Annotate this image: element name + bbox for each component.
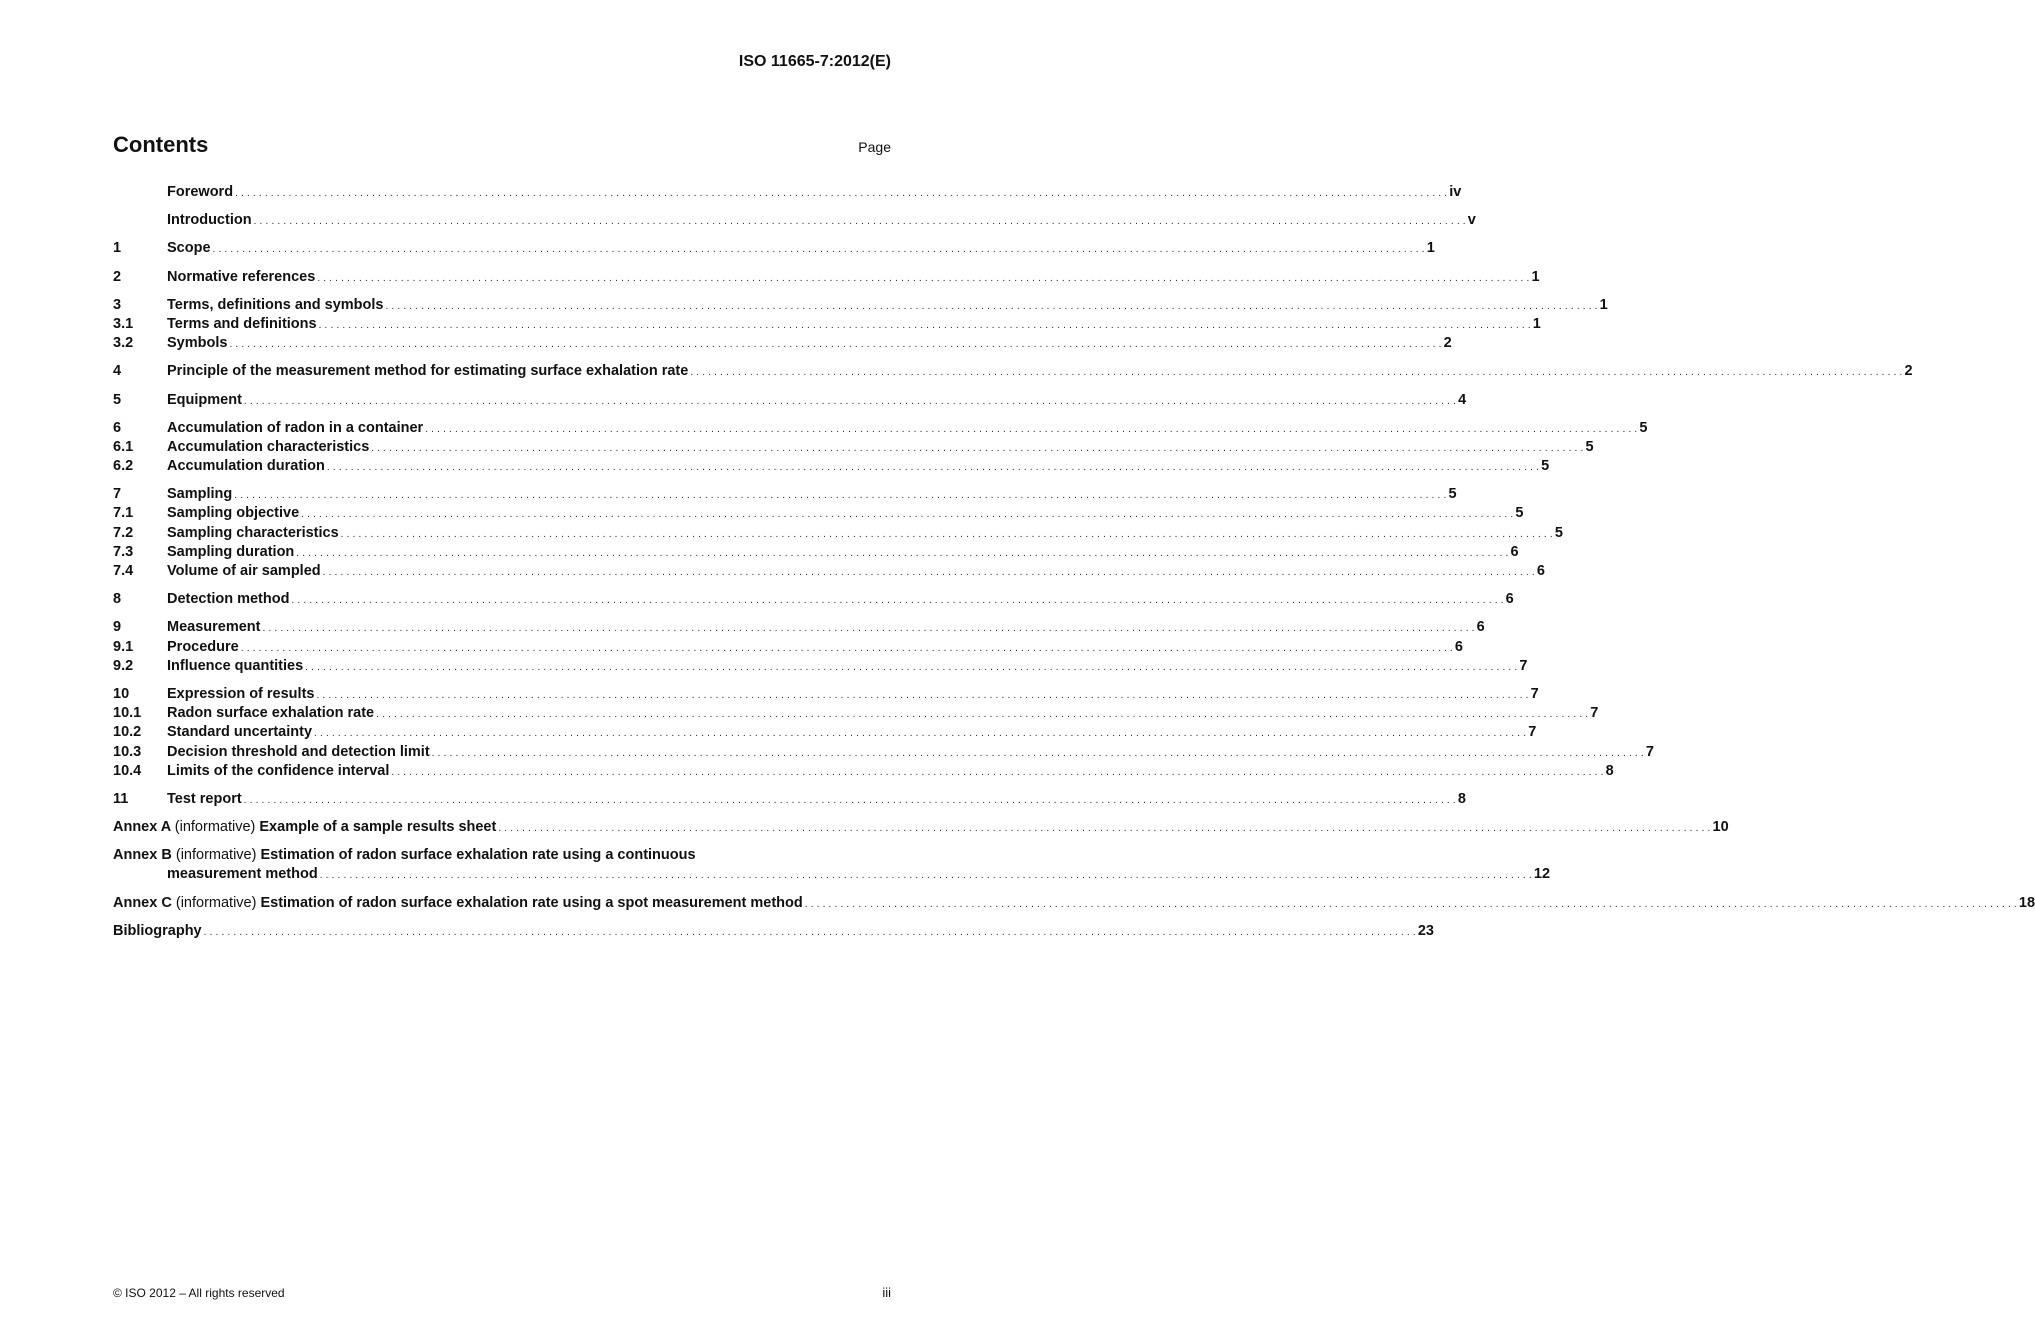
toc-entry[interactable] bbox=[113, 211, 1476, 230]
dot-leader bbox=[254, 212, 1466, 231]
toc-entry[interactable] bbox=[113, 762, 1614, 781]
dot-leader bbox=[385, 297, 1597, 316]
toc-group bbox=[113, 268, 1540, 287]
toc-entry[interactable] bbox=[113, 485, 1457, 504]
page-number: iii bbox=[882, 1285, 891, 1300]
toc-entry-title: Detection method bbox=[167, 591, 290, 608]
toc-entry-number: 11 bbox=[113, 790, 129, 807]
toc-entry-page: 5 bbox=[1515, 505, 1524, 522]
dot-leader bbox=[296, 544, 1508, 563]
toc-entry-number: 7.2 bbox=[113, 524, 134, 541]
dot-leader bbox=[234, 486, 1446, 505]
toc-entry-title: Accumulation characteristics bbox=[167, 438, 370, 455]
toc-entry-page: 7 bbox=[1528, 724, 1537, 741]
toc-entry-title: Expression of results bbox=[167, 685, 315, 702]
dot-leader bbox=[241, 639, 1453, 658]
annex-page: 12 bbox=[1533, 866, 1551, 883]
dot-leader bbox=[244, 392, 1456, 411]
toc-entry-page: 6 bbox=[1505, 591, 1514, 608]
annex-type: (informative) bbox=[175, 847, 257, 864]
dot-leader bbox=[204, 923, 1416, 942]
toc-entry-number: 7.4 bbox=[113, 563, 134, 579]
annex-entry[interactable] bbox=[113, 818, 1729, 837]
toc-entry-number: 4 bbox=[113, 363, 122, 380]
bibliography-entry[interactable] bbox=[113, 922, 1434, 941]
toc-entry-number: 6.2 bbox=[113, 458, 134, 475]
toc-entry-title: Equipment bbox=[167, 391, 242, 408]
page-column-label: Page bbox=[858, 139, 891, 155]
dot-leader bbox=[498, 819, 1710, 838]
toc-entry-title: Sampling objective bbox=[167, 505, 300, 522]
toc-entry-title: Terms, definitions and symbols bbox=[167, 296, 384, 313]
annex-first-line bbox=[113, 846, 891, 865]
toc-group bbox=[113, 183, 1462, 202]
toc-group bbox=[113, 790, 1466, 809]
dot-leader bbox=[327, 458, 1539, 477]
annex-line bbox=[113, 818, 1729, 837]
toc-entry[interactable] bbox=[113, 419, 1648, 438]
toc-entry[interactable] bbox=[113, 391, 1467, 410]
toc-entry-number: 7.3 bbox=[113, 543, 134, 560]
toc-entry-number: 5 bbox=[113, 391, 122, 408]
toc-entry-page: 7 bbox=[1530, 685, 1539, 702]
dot-leader bbox=[376, 705, 1588, 724]
toc-entry-title: Volume of air sampled bbox=[167, 563, 321, 579]
toc-entry-number: 10.1 bbox=[113, 705, 142, 722]
toc-entry-number: 9.1 bbox=[113, 638, 134, 655]
toc-entry-number: 7.1 bbox=[113, 505, 134, 522]
annex-heading bbox=[113, 818, 496, 837]
dot-leader bbox=[262, 619, 1474, 638]
dot-leader bbox=[235, 184, 1447, 203]
toc-entry-title: Sampling characteristics bbox=[167, 524, 339, 541]
toc-group bbox=[113, 296, 1608, 354]
toc-entry-page: 7 bbox=[1519, 657, 1528, 674]
toc-group bbox=[113, 239, 1435, 258]
toc-entry[interactable] bbox=[113, 723, 1537, 742]
toc-entry[interactable] bbox=[113, 638, 1463, 657]
dot-leader bbox=[320, 866, 1532, 885]
toc-entry-page: 5 bbox=[1448, 486, 1457, 503]
toc-entry-page: 2 bbox=[1443, 335, 1452, 352]
annex-entry[interactable] bbox=[113, 894, 2035, 913]
annex-title: Example of a sample results sheet bbox=[259, 819, 497, 836]
toc-entry-number: 9 bbox=[113, 619, 122, 636]
dot-leader bbox=[314, 724, 1526, 743]
toc-group bbox=[113, 419, 1648, 477]
toc-entry[interactable] bbox=[113, 543, 1519, 562]
toc-entry-title: Measurement bbox=[167, 619, 261, 636]
toc-group bbox=[113, 391, 1467, 410]
toc-entry-title: Radon surface exhalation rate bbox=[167, 705, 375, 722]
annex-heading bbox=[113, 894, 803, 913]
toc-entry[interactable] bbox=[113, 315, 1541, 334]
annex-line bbox=[113, 894, 2035, 913]
annex-title-continued: measurement method bbox=[167, 866, 318, 883]
dot-leader bbox=[323, 563, 1535, 582]
contents-heading: Contents bbox=[113, 132, 209, 157]
toc-entry-page: 6 bbox=[1454, 638, 1463, 655]
toc-entry-number: 10.2 bbox=[113, 724, 142, 741]
document-id: ISO 11665-7:2012(E) bbox=[738, 53, 891, 70]
toc-entry-page: 1 bbox=[1532, 315, 1541, 332]
toc-group bbox=[113, 590, 1514, 609]
annex-label: Annex A bbox=[113, 819, 171, 836]
toc-entry-title: Normative references bbox=[167, 268, 316, 285]
toc-entry-title: Scope bbox=[167, 240, 211, 257]
annex-second-line bbox=[113, 865, 1551, 884]
toc-group bbox=[113, 485, 1563, 581]
toc-entry[interactable] bbox=[113, 183, 1462, 202]
toc-entry-title: Influence quantities bbox=[167, 657, 304, 674]
dot-leader bbox=[244, 791, 1456, 810]
toc-entry[interactable] bbox=[113, 334, 1452, 353]
annex-page: 10 bbox=[1712, 819, 1729, 836]
annex-page: 18 bbox=[2018, 894, 2035, 911]
toc-entry-title: Terms and definitions bbox=[167, 315, 317, 332]
toc-entry[interactable] bbox=[113, 268, 1540, 287]
toc-entry[interactable] bbox=[113, 457, 1550, 476]
dot-leader bbox=[690, 363, 1902, 382]
bibliography-title: Bibliography bbox=[113, 922, 202, 939]
dot-leader bbox=[316, 686, 1528, 705]
toc-entry-title: Accumulation of radon in a container bbox=[167, 419, 424, 436]
toc-entry-number: 1 bbox=[113, 240, 122, 257]
dot-leader bbox=[341, 525, 1553, 544]
bibliography-page: 23 bbox=[1417, 922, 1434, 939]
annex-label: Annex B bbox=[113, 847, 172, 864]
annex-entry[interactable] bbox=[113, 846, 1551, 884]
toc-entry-title: Introduction bbox=[167, 212, 252, 229]
toc-entry[interactable] bbox=[113, 296, 1608, 315]
toc-entry-title: Accumulation duration bbox=[167, 458, 325, 475]
toc-entry-page: 5 bbox=[1541, 458, 1550, 475]
toc-entry[interactable] bbox=[113, 239, 1435, 258]
toc-entry-page: 1 bbox=[1531, 268, 1540, 285]
toc-entry-number: 7 bbox=[113, 486, 122, 503]
toc-entry[interactable] bbox=[113, 743, 1654, 762]
dot-leader bbox=[391, 763, 1603, 782]
table-of-contents bbox=[113, 183, 2035, 950]
dot-leader bbox=[291, 591, 1503, 610]
dot-leader bbox=[371, 439, 1583, 458]
toc-entry-page: iv bbox=[1449, 184, 1462, 200]
toc-entry-page: 7 bbox=[1590, 705, 1599, 722]
dot-leader bbox=[319, 316, 1531, 335]
toc-entry[interactable] bbox=[113, 618, 1485, 637]
annex-type: (informative) bbox=[174, 819, 256, 836]
toc-entry-page: 6 bbox=[1476, 619, 1485, 636]
toc-entry-page: 1 bbox=[1426, 240, 1435, 257]
toc-entry[interactable] bbox=[113, 704, 1599, 723]
toc-entry[interactable] bbox=[113, 362, 1913, 381]
toc-entry-title: Decision threshold and detection limit bbox=[167, 743, 430, 760]
toc-entry-number: 8 bbox=[113, 591, 122, 608]
toc-entry[interactable] bbox=[113, 504, 1524, 523]
dot-leader bbox=[301, 505, 1513, 524]
toc-group bbox=[113, 685, 1654, 781]
toc-entry-page: 6 bbox=[1536, 563, 1545, 579]
toc-entry-number: 3.1 bbox=[113, 315, 134, 332]
toc-entry[interactable] bbox=[113, 438, 1594, 457]
toc-entry-number: 10.3 bbox=[113, 743, 142, 760]
toc-entry-number: 2 bbox=[113, 268, 122, 285]
toc-entry-title: Limits of the confidence interval bbox=[167, 762, 390, 779]
annex-label: Annex C bbox=[113, 894, 172, 911]
toc-entry-number: 10.4 bbox=[113, 762, 142, 779]
toc-entry-page: 1 bbox=[1599, 296, 1608, 313]
toc-entry-page: 6 bbox=[1510, 543, 1519, 560]
toc-entry[interactable] bbox=[113, 790, 1466, 809]
toc-group bbox=[113, 211, 1476, 230]
toc-entry-page: 7 bbox=[1645, 743, 1654, 760]
dot-leader bbox=[305, 658, 1517, 677]
toc-entry-title: Procedure bbox=[167, 638, 239, 655]
toc-entry-title: Sampling duration bbox=[167, 543, 295, 560]
toc-entry-page: 8 bbox=[1457, 790, 1466, 807]
dot-leader bbox=[229, 335, 1441, 354]
annex-title: Estimation of radon surface exhalation rate using a continuous bbox=[260, 847, 696, 864]
dot-leader bbox=[425, 420, 1637, 439]
toc-entry-number: 6 bbox=[113, 419, 122, 436]
toc-entry[interactable] bbox=[113, 524, 1563, 543]
toc-entry-title: Standard uncertainty bbox=[167, 724, 313, 741]
toc-entry-number: 10 bbox=[113, 685, 130, 702]
toc-entry[interactable] bbox=[113, 685, 1539, 704]
toc-group bbox=[113, 618, 1528, 676]
annex-type: (informative) bbox=[175, 894, 257, 911]
dot-leader bbox=[317, 269, 1529, 288]
copyright-notice: © ISO 2012 – All rights reserved bbox=[113, 1286, 285, 1300]
dot-leader bbox=[805, 895, 2017, 914]
toc-entry-title: Test report bbox=[167, 790, 242, 807]
toc-entry[interactable] bbox=[113, 562, 1545, 581]
toc-entry-number: 6.1 bbox=[113, 438, 134, 455]
toc-entry[interactable] bbox=[113, 657, 1528, 676]
dot-leader bbox=[432, 744, 1644, 763]
toc-entry-title: Sampling bbox=[167, 486, 233, 503]
toc-entry-title: Symbols bbox=[167, 335, 228, 352]
toc-group bbox=[113, 362, 1913, 381]
annex-title: Estimation of radon surface exhalation rate using a spot measurement method bbox=[260, 894, 803, 911]
toc-entry-page: 4 bbox=[1458, 391, 1467, 408]
toc-entry-page: 5 bbox=[1639, 419, 1648, 436]
dot-leader bbox=[213, 240, 1425, 259]
toc-entry-number: 3.2 bbox=[113, 335, 134, 352]
toc-entry[interactable] bbox=[113, 590, 1514, 609]
toc-entry-number: 9.2 bbox=[113, 657, 134, 674]
toc-entry-title: Foreword bbox=[167, 184, 234, 200]
toc-entry-page: 8 bbox=[1605, 762, 1614, 779]
toc-entry-page: 2 bbox=[1904, 363, 1913, 380]
toc-entry bbox=[113, 922, 1434, 941]
toc-entry-page: 5 bbox=[1554, 524, 1563, 541]
toc-entry-title: Principle of the measurement method for estimating surface exhalation rate bbox=[167, 363, 689, 380]
toc-entry-page: 5 bbox=[1585, 438, 1594, 455]
toc-entry-page: v bbox=[1467, 212, 1476, 229]
toc-entry-number: 3 bbox=[113, 296, 122, 313]
